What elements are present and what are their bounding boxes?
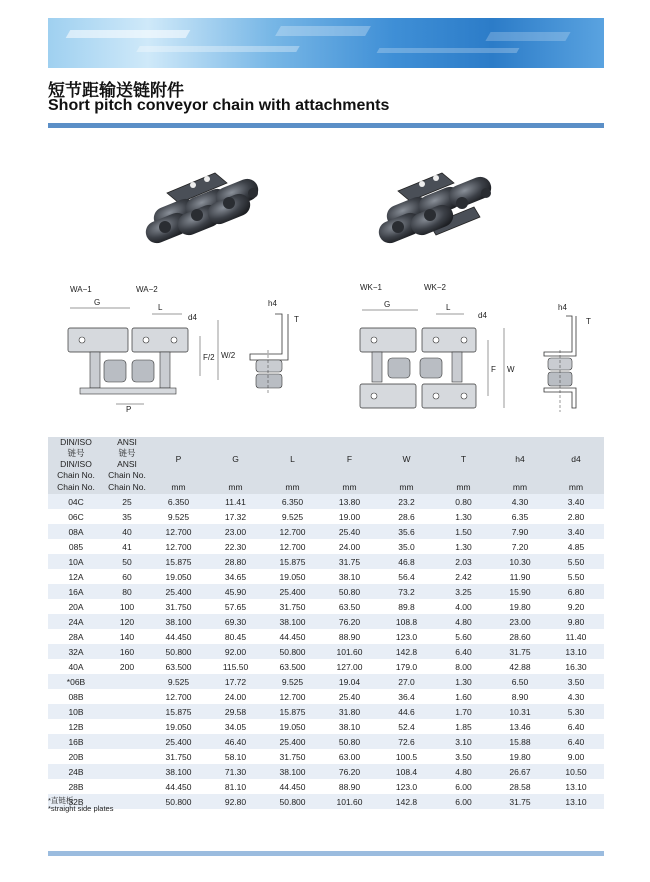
table-cell: 50.800 <box>264 644 321 659</box>
table-cell: 24A <box>48 614 104 629</box>
table-cell: 16A <box>48 584 104 599</box>
table-cell: 12B <box>48 719 104 734</box>
col-h4: h4 <box>492 437 548 481</box>
dim-f2: F/2 <box>203 353 215 362</box>
table-cell: 15.90 <box>492 584 548 599</box>
table-cell: 9.525 <box>264 509 321 524</box>
table-row <box>48 764 604 779</box>
table-cell: 38.10 <box>321 569 378 584</box>
table-cell: 6.40 <box>548 719 604 734</box>
table-cell: 2.03 <box>435 554 492 569</box>
dim-l-wk: L <box>446 303 451 312</box>
table-cell: 12.700 <box>150 539 207 554</box>
table-row <box>48 704 604 719</box>
table-cell: 19.00 <box>321 509 378 524</box>
table-cell: 12.700 <box>264 524 321 539</box>
chain-photo-wk <box>370 165 505 260</box>
table-cell: 123.0 <box>378 779 435 794</box>
table-cell: 5.30 <box>548 704 604 719</box>
table-cell: 32A <box>48 644 104 659</box>
dim-h4-wk: h4 <box>558 303 567 312</box>
unit-cell: mm <box>548 481 604 494</box>
table-cell: 6.40 <box>548 734 604 749</box>
table-cell: 100 <box>104 599 150 614</box>
table-cell: 101.60 <box>321 794 378 809</box>
table-cell: 6.00 <box>435 779 492 794</box>
dim-t: T <box>294 315 299 324</box>
table-cell: 20A <box>48 599 104 614</box>
table-cell: 0.80 <box>435 494 492 509</box>
table-cell: 50.80 <box>321 734 378 749</box>
table-row <box>48 539 604 554</box>
unit-cell: mm <box>378 481 435 494</box>
table-cell: 31.75 <box>321 554 378 569</box>
table-cell: 3.25 <box>435 584 492 599</box>
label-wk1: WK−1 <box>360 283 383 292</box>
page-title-english: Short pitch conveyor chain with attachments <box>48 97 390 114</box>
col-g: G <box>207 437 264 481</box>
table-cell: 63.500 <box>264 659 321 674</box>
table-cell: 6.80 <box>548 584 604 599</box>
table-cell: 31.750 <box>150 749 207 764</box>
table-cell: 108.4 <box>378 764 435 779</box>
table-cell: 44.450 <box>150 779 207 794</box>
table-row <box>48 659 604 674</box>
table-cell: 160 <box>104 644 150 659</box>
table-cell: 17.32 <box>207 509 264 524</box>
table-cell: 25 <box>104 494 150 509</box>
table-cell: 9.525 <box>150 509 207 524</box>
table-cell: 13.10 <box>548 794 604 809</box>
dim-h4: h4 <box>268 299 277 308</box>
table-units-row <box>48 481 604 494</box>
col-din-iso: DIN/ISO 链号 DIN/ISO Chain No. <box>48 437 104 481</box>
dim-w-wk: W <box>507 365 515 374</box>
dim-w2: W/2 <box>221 351 236 360</box>
dim-d4: d4 <box>188 313 197 322</box>
table-cell: 1.85 <box>435 719 492 734</box>
table-cell: 76.20 <box>321 764 378 779</box>
col-t: T <box>435 437 492 481</box>
table-cell: 25.400 <box>150 734 207 749</box>
table-cell: 085 <box>48 539 104 554</box>
table-cell: 6.50 <box>492 674 548 689</box>
table-cell: 36.4 <box>378 689 435 704</box>
unit-cell: mm <box>207 481 264 494</box>
table-cell: 12.700 <box>264 539 321 554</box>
table-cell: 58.10 <box>207 749 264 764</box>
table-cell: 13.80 <box>321 494 378 509</box>
table-cell: 24.00 <box>321 539 378 554</box>
table-cell: 38.100 <box>264 764 321 779</box>
unit-cell: mm <box>150 481 207 494</box>
table-cell: 9.20 <box>548 599 604 614</box>
table-cell: 4.30 <box>548 689 604 704</box>
table-cell: 6.40 <box>435 644 492 659</box>
label-wk2: WK−2 <box>424 283 447 292</box>
table-cell <box>104 779 150 794</box>
table-cell: 31.750 <box>264 749 321 764</box>
table-cell: 31.750 <box>264 599 321 614</box>
table-row <box>48 689 604 704</box>
table-cell: 73.2 <box>378 584 435 599</box>
table-cell: 44.450 <box>264 629 321 644</box>
table-cell: 1.70 <box>435 704 492 719</box>
table-cell: 81.10 <box>207 779 264 794</box>
table-cell: 32B <box>48 794 104 809</box>
table-cell: 34.05 <box>207 719 264 734</box>
table-cell: 24.00 <box>207 689 264 704</box>
table-cell: 38.10 <box>321 719 378 734</box>
table-cell: 76.20 <box>321 614 378 629</box>
table-row <box>48 569 604 584</box>
table-cell: 1.60 <box>435 689 492 704</box>
table-cell: 115.50 <box>207 659 264 674</box>
table-cell: 25.400 <box>264 584 321 599</box>
table-cell: 28.6 <box>378 509 435 524</box>
table-cell: 35.0 <box>378 539 435 554</box>
chain-photo-wa <box>135 165 270 260</box>
page-title-chinese: 短节距输送链附件 <box>48 81 184 100</box>
table-cell: 40A <box>48 659 104 674</box>
table-cell: 11.90 <box>492 569 548 584</box>
table-cell: 12A <box>48 569 104 584</box>
table-cell: 15.875 <box>264 704 321 719</box>
table-cell: 6.350 <box>150 494 207 509</box>
table-cell: 2.42 <box>435 569 492 584</box>
footnote-en: *straight side plates <box>48 804 114 813</box>
table-cell: 10A <box>48 554 104 569</box>
table-cell: 72.6 <box>378 734 435 749</box>
table-cell <box>104 764 150 779</box>
table-cell: 63.50 <box>321 599 378 614</box>
table-cell: 4.00 <box>435 599 492 614</box>
table-cell: 140 <box>104 629 150 644</box>
table-cell: 123.0 <box>378 629 435 644</box>
col-f: F <box>321 437 378 481</box>
table-cell: 38.100 <box>150 614 207 629</box>
table-row <box>48 494 604 509</box>
table-cell: 42.88 <box>492 659 548 674</box>
table-cell: 3.40 <box>548 524 604 539</box>
unit-cell: Chain No. <box>48 481 104 494</box>
table-cell: 28B <box>48 779 104 794</box>
table-cell: 4.80 <box>435 764 492 779</box>
table-cell: 28.58 <box>492 779 548 794</box>
table-cell: 16B <box>48 734 104 749</box>
table-cell: 8.90 <box>492 689 548 704</box>
table-row <box>48 614 604 629</box>
unit-cell: Chain No. <box>104 481 150 494</box>
table-cell: 108.8 <box>378 614 435 629</box>
table-cell: 2.80 <box>548 509 604 524</box>
table-cell: 15.875 <box>150 554 207 569</box>
table-cell: 19.050 <box>150 719 207 734</box>
table-cell: 4.85 <box>548 539 604 554</box>
table-cell: 56.4 <box>378 569 435 584</box>
table-cell: 5.50 <box>548 569 604 584</box>
table-cell: 40 <box>104 524 150 539</box>
table-cell: 63.500 <box>150 659 207 674</box>
table-cell <box>104 749 150 764</box>
table-cell: 31.75 <box>492 794 548 809</box>
table-cell: 35.6 <box>378 524 435 539</box>
table-cell: 10.50 <box>548 764 604 779</box>
table-cell: 19.050 <box>150 569 207 584</box>
table-row <box>48 554 604 569</box>
table-cell: 10.31 <box>492 704 548 719</box>
table-cell: 11.41 <box>207 494 264 509</box>
table-cell: 15.88 <box>492 734 548 749</box>
table-cell: 88.90 <box>321 779 378 794</box>
table-cell: 52.4 <box>378 719 435 734</box>
table-cell: 44.450 <box>264 779 321 794</box>
table-cell: 5.60 <box>435 629 492 644</box>
table-cell: 19.80 <box>492 599 548 614</box>
table-cell: 31.80 <box>321 704 378 719</box>
table-cell: 142.8 <box>378 794 435 809</box>
table-cell <box>104 704 150 719</box>
table-cell: 101.60 <box>321 644 378 659</box>
label-wa1: WA−1 <box>70 285 92 294</box>
table-cell: 11.40 <box>548 629 604 644</box>
table-body <box>48 494 604 809</box>
col-l: L <box>264 437 321 481</box>
table-cell: 19.050 <box>264 569 321 584</box>
unit-cell: mm <box>435 481 492 494</box>
table-row <box>48 524 604 539</box>
table-cell: 28.80 <box>207 554 264 569</box>
table-cell: 31.750 <box>150 599 207 614</box>
table-cell: 4.80 <box>435 614 492 629</box>
table-cell: 38.100 <box>264 614 321 629</box>
table-cell: 80.45 <box>207 629 264 644</box>
table-cell: 1.30 <box>435 539 492 554</box>
dim-f-wk: F <box>491 365 496 374</box>
table-cell: 13.10 <box>548 644 604 659</box>
table-cell: 19.04 <box>321 674 378 689</box>
table-cell: 06C <box>48 509 104 524</box>
table-cell: 3.50 <box>435 749 492 764</box>
table-cell <box>104 689 150 704</box>
table-cell: 1.50 <box>435 524 492 539</box>
table-cell: 50 <box>104 554 150 569</box>
table-cell: 13.46 <box>492 719 548 734</box>
table-cell: 12.700 <box>150 524 207 539</box>
col-d4: d4 <box>548 437 604 481</box>
table-cell: 22.30 <box>207 539 264 554</box>
dim-l: L <box>158 303 163 312</box>
table-cell: 19.050 <box>264 719 321 734</box>
col-ansi: ANSI 链号 ANSI Chain No. <box>104 437 150 481</box>
table-cell: 50.80 <box>321 584 378 599</box>
table-cell: 7.90 <box>492 524 548 539</box>
table-row <box>48 599 604 614</box>
table-row <box>48 584 604 599</box>
table-cell: 9.525 <box>150 674 207 689</box>
table-cell: 12.700 <box>150 689 207 704</box>
table-cell: 16.30 <box>548 659 604 674</box>
table-cell <box>104 674 150 689</box>
table-row <box>48 749 604 764</box>
table-cell: 50.800 <box>264 794 321 809</box>
table-cell: 44.450 <box>150 629 207 644</box>
table-cell: 44.6 <box>378 704 435 719</box>
table-cell: 142.8 <box>378 644 435 659</box>
table-row <box>48 674 604 689</box>
table-cell: 120 <box>104 614 150 629</box>
table-cell: 04C <box>48 494 104 509</box>
table-cell: 88.90 <box>321 629 378 644</box>
table-cell: 23.2 <box>378 494 435 509</box>
table-cell: 89.8 <box>378 599 435 614</box>
diagram-wa <box>60 280 310 415</box>
table-cell: 15.875 <box>264 554 321 569</box>
table-cell: 5.50 <box>548 554 604 569</box>
table-cell: 29.58 <box>207 704 264 719</box>
table-cell: 1.30 <box>435 509 492 524</box>
table-cell: 28.60 <box>492 629 548 644</box>
table-cell: 6.35 <box>492 509 548 524</box>
table-cell: 17.72 <box>207 674 264 689</box>
table-cell: 26.67 <box>492 764 548 779</box>
table-cell: 23.00 <box>207 524 264 539</box>
table-cell: 27.0 <box>378 674 435 689</box>
table-cell: 60 <box>104 569 150 584</box>
table-cell: 7.20 <box>492 539 548 554</box>
table-cell: 13.10 <box>548 779 604 794</box>
table-cell: 38.100 <box>150 764 207 779</box>
table-row <box>48 509 604 524</box>
table-row <box>48 719 604 734</box>
table-cell <box>104 734 150 749</box>
table-cell: 4.30 <box>492 494 548 509</box>
table-cell: 57.65 <box>207 599 264 614</box>
dim-g-wk: G <box>384 300 391 309</box>
table-cell: 34.65 <box>207 569 264 584</box>
col-p: P <box>150 437 207 481</box>
dim-d4-wk: d4 <box>478 311 487 320</box>
table-cell: 25.40 <box>321 689 378 704</box>
spec-table <box>48 437 604 809</box>
footer-divider <box>48 851 604 856</box>
label-wa2: WA−2 <box>136 285 158 294</box>
table-cell: 20B <box>48 749 104 764</box>
table-cell: 200 <box>104 659 150 674</box>
footnote-cn: *直链板 <box>48 796 74 805</box>
dim-p: P <box>126 405 132 414</box>
table-cell: 25.400 <box>150 584 207 599</box>
table-cell: 45.90 <box>207 584 264 599</box>
table-cell: 15.875 <box>150 704 207 719</box>
table-cell: 179.0 <box>378 659 435 674</box>
table-cell: 46.40 <box>207 734 264 749</box>
col-w: W <box>378 437 435 481</box>
table-cell: 25.400 <box>264 734 321 749</box>
dim-t-wk: T <box>586 317 591 326</box>
table-cell: 100.5 <box>378 749 435 764</box>
table-cell: 28A <box>48 629 104 644</box>
table-row <box>48 644 604 659</box>
unit-cell: mm <box>321 481 378 494</box>
table-cell: 50.800 <box>150 644 207 659</box>
table-header-row <box>48 437 604 481</box>
table-cell: 6.00 <box>435 794 492 809</box>
diagram-wk <box>340 280 605 420</box>
table-cell: 8.00 <box>435 659 492 674</box>
table-cell: 71.30 <box>207 764 264 779</box>
table-cell: 3.10 <box>435 734 492 749</box>
table-cell: 10B <box>48 704 104 719</box>
table-cell <box>104 719 150 734</box>
table-cell: 3.40 <box>548 494 604 509</box>
table-cell: 31.75 <box>492 644 548 659</box>
table-cell: 9.00 <box>548 749 604 764</box>
table-cell: 69.30 <box>207 614 264 629</box>
table-cell: 92.00 <box>207 644 264 659</box>
table-cell: *06B <box>48 674 104 689</box>
table-cell: 1.30 <box>435 674 492 689</box>
table-cell: 63.00 <box>321 749 378 764</box>
table-cell: 08B <box>48 689 104 704</box>
table-row <box>48 794 604 809</box>
table-cell: 3.50 <box>548 674 604 689</box>
header-banner <box>48 18 604 68</box>
table-cell: 9.525 <box>264 674 321 689</box>
table-cell: 23.00 <box>492 614 548 629</box>
table-cell: 46.8 <box>378 554 435 569</box>
unit-cell: mm <box>492 481 548 494</box>
table-cell: 25.40 <box>321 524 378 539</box>
table-cell: 92.80 <box>207 794 264 809</box>
table-cell: 12.700 <box>264 689 321 704</box>
table-cell: 24B <box>48 764 104 779</box>
table-row <box>48 629 604 644</box>
dim-g: G <box>94 298 101 307</box>
table-cell: 41 <box>104 539 150 554</box>
table-row <box>48 779 604 794</box>
unit-cell: mm <box>264 481 321 494</box>
table-cell: 50.800 <box>150 794 207 809</box>
table-cell: 19.80 <box>492 749 548 764</box>
table-cell: 80 <box>104 584 150 599</box>
table-row <box>48 734 604 749</box>
table-cell: 10.30 <box>492 554 548 569</box>
table-cell: 08A <box>48 524 104 539</box>
table-cell: 9.80 <box>548 614 604 629</box>
table-cell: 127.00 <box>321 659 378 674</box>
table-cell: 35 <box>104 509 150 524</box>
table-cell: 6.350 <box>264 494 321 509</box>
title-divider <box>48 123 604 128</box>
